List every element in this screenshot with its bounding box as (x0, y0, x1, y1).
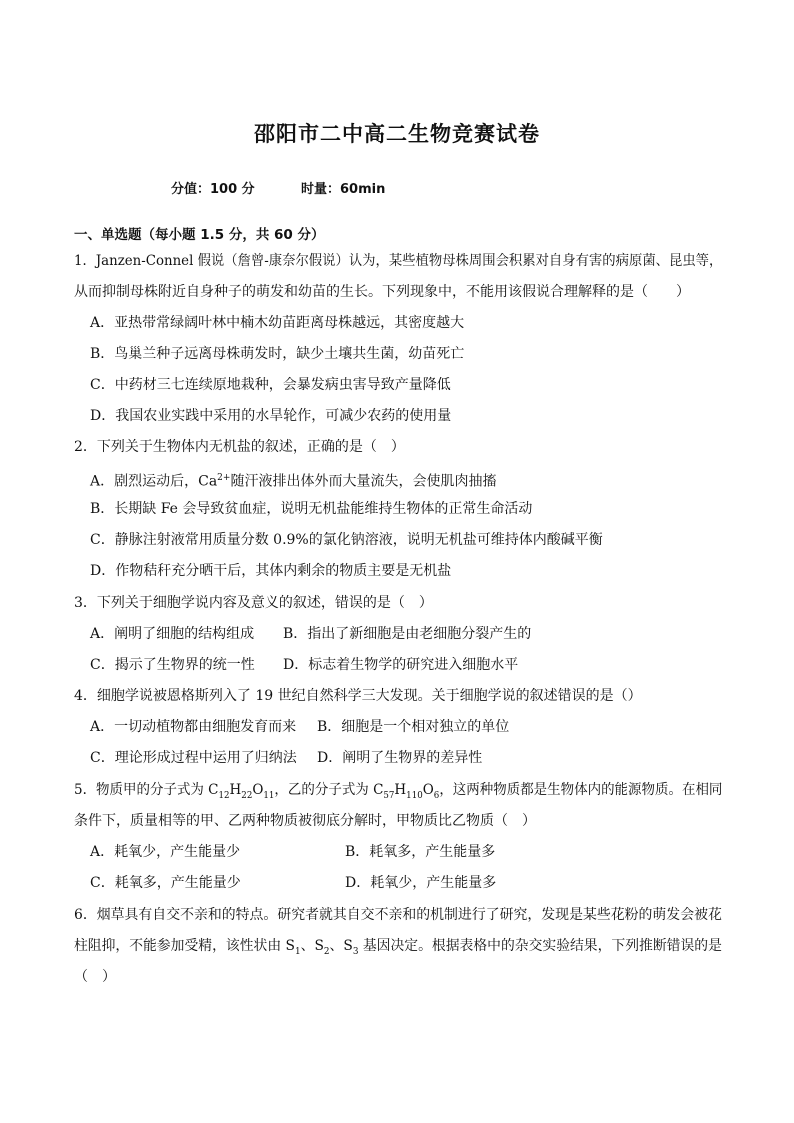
q4-option-d: D．阐明了生物界的差异性 (317, 750, 483, 766)
section-heading: 一、单选题（每小题 1.5 分，共 60 分） (74, 227, 325, 243)
q3-option-c: C．揭示了生物界的统一性 (90, 657, 255, 673)
q2-option-b: B．长期缺 Fe 会导致贫血症，说明无机盐能维持生物体的正常生命活动 (90, 501, 533, 517)
score-info: 分值：100 分 (171, 182, 255, 197)
q6-stem-line3: （ ） (74, 969, 116, 985)
q1-option-c: C．中药材三七连续原地栽种，会暴发病虫害导致产量降低 (90, 377, 451, 393)
q6-stem-line2: 柱阻抑，不能参加受精，该性状由 $S_1$、$S_2$、$S_3$ 基因决定。根据表格中的杂交实验结果，下列推断错误的是 (74, 938, 722, 957)
q5-stem-line1: 5．物质甲的分子式为 $C_{12}H_{22}O_{11}$，乙的分子式为 $C_{57}H_{110}O_6$，这两种物质都是生物体内的能源物质。在相同 (74, 782, 723, 801)
q2-stem: 2．下列关于生物体内无机盐的叙述，正确的是（ ） (74, 439, 405, 455)
q1-option-d: D．我国农业实践中采用的水旱轮作，可减少农药的使用量 (90, 408, 452, 424)
q4-stem: 4．细胞学说被恩格斯列入了 19 世纪自然科学三大发现。关于细胞学说的叙述错误的是（） (74, 688, 642, 704)
q1-stem-line2: 从而抑制母株附近自身种子的萌发和幼苗的生长。下列现象中，不能用该假说合理解释的是（ ） (74, 284, 690, 300)
q4-option-b: B．细胞是一个相对独立的单位 (317, 719, 510, 735)
q5-option-a: A．耗氧少，产生能量少 (90, 844, 241, 860)
q3-stem: 3．下列关于细胞学说内容及意义的叙述，错误的是（ ） (74, 595, 433, 611)
q1-stem-line1: 1．Janzen-Connel 假说（詹曾-康奈尔假说）认为，某些植物母株周围会积累对自身有害的病原菌、昆虫等， (74, 253, 723, 269)
time-info: 时量：60min (301, 182, 386, 197)
q4-option-c: C．理论形成过程中运用了归纳法 (90, 750, 297, 766)
q2-option-c: C．静脉注射液常用质量分数 0.9%的氯化钠溶液，说明无机盐可维持体内酸碱平衡 (90, 532, 603, 548)
q1-option-a: A．亚热带常绿阔叶林中楠木幼苗距离母株越远，其密度越大 (90, 315, 465, 331)
q3-option-d: D．标志着生物学的研究进入细胞水平 (283, 657, 519, 673)
q3-option-b: B．指出了新细胞是由老细胞分裂产生的 (283, 626, 532, 642)
q5-stem-line2: 条件下，质量相等的甲、乙两种物质被彻底分解时，甲物质比乙物质（ ） (74, 813, 536, 829)
q6-stem-line1: 6．烟草具有自交不亲和的特点。研究者就其自交不亲和的机制进行了研究，发现是某些花粉的萌发会被花 (74, 907, 722, 923)
exam-title: 邵阳市二中高二生物竞赛试卷 (254, 121, 540, 146)
q1-option-b: B．鸟巢兰种子远离母株萌发时，缺少土壤共生菌，幼苗死亡 (90, 346, 465, 362)
q5-option-b: B．耗氧多，产生能量多 (345, 844, 496, 860)
q5-option-c: C．耗氧多，产生能量少 (90, 875, 241, 891)
q4-option-a: A．一切动植物都由细胞发育而来 (90, 719, 297, 735)
q5-option-d: D．耗氧少，产生能量多 (345, 875, 497, 891)
q3-option-a: A．阐明了细胞的结构组成 (90, 626, 255, 642)
q2-option-d: D．作物秸秆充分晒干后，其体内剩余的物质主要是无机盐 (90, 563, 452, 579)
q2-option-a: A．剧烈运动后，$Ca^{2+}$随汗液排出体外而大量流失，会使肌肉抽搐 (90, 473, 497, 490)
exam-meta (171, 178, 386, 197)
